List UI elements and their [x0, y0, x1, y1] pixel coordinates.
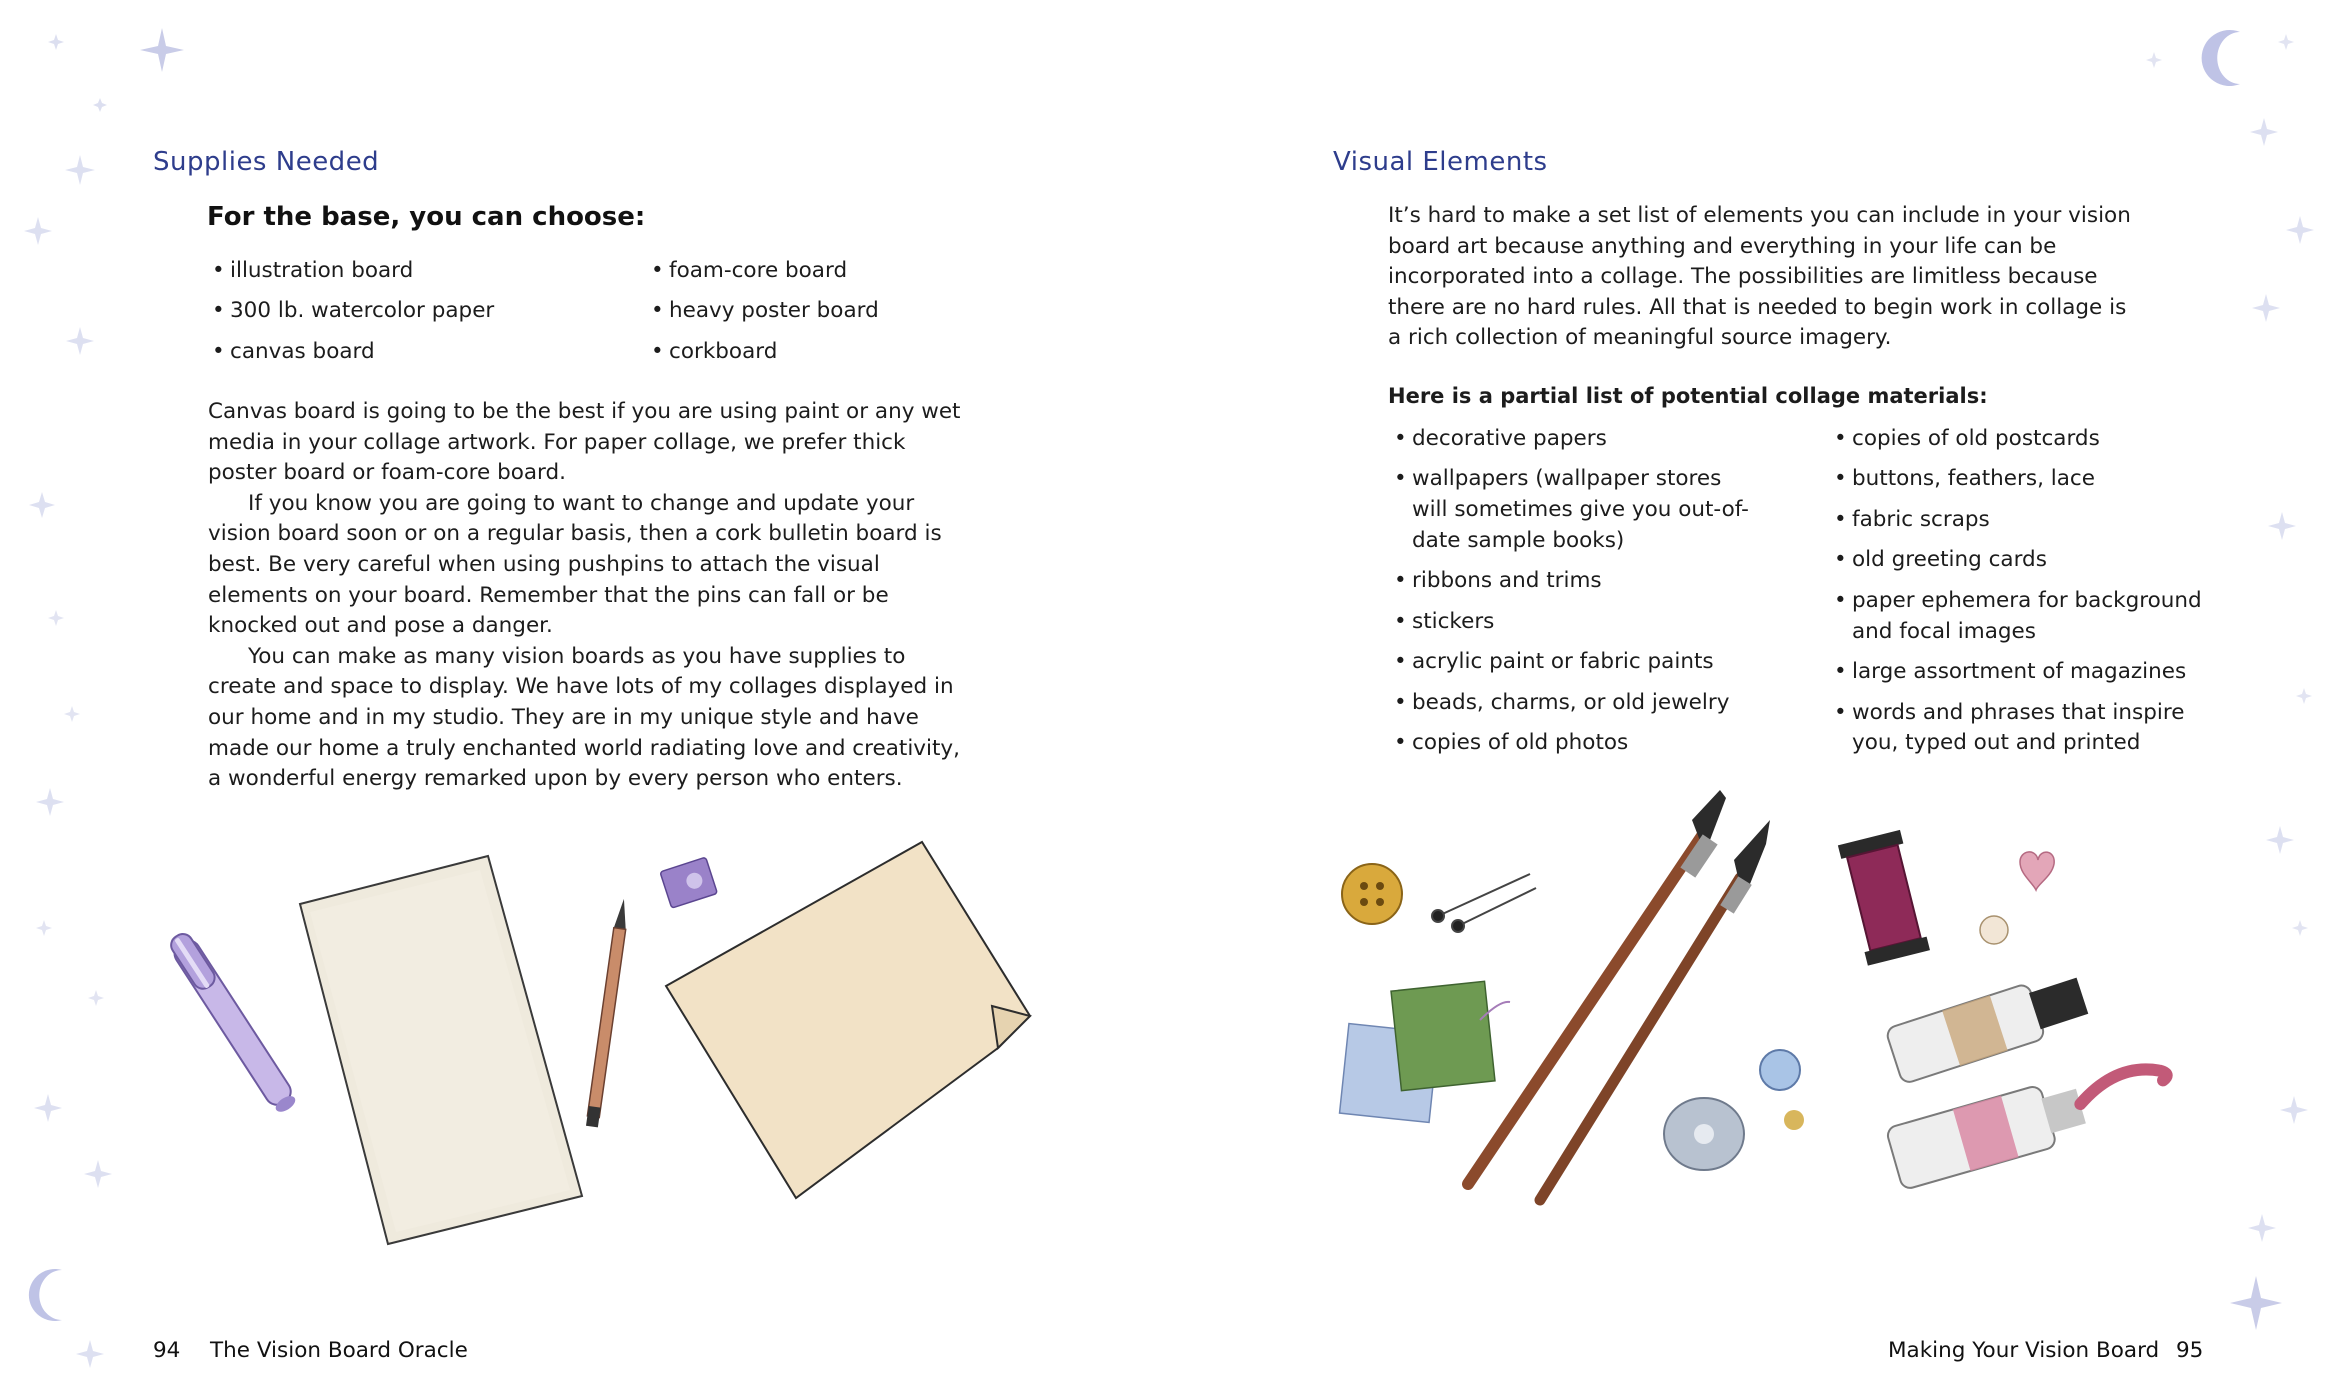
list-item: • beads, charms, or old jewelry	[1390, 688, 1790, 719]
list-item: • copies of old photos	[1390, 728, 1790, 759]
star-icon	[34, 1094, 62, 1122]
list-item: • paper ephemera for background and focal images	[1830, 586, 2202, 647]
base-options-list-col1	[208, 256, 608, 368]
star-icon	[2266, 826, 2294, 854]
base-options-list-col2	[647, 256, 1047, 368]
star-icon	[24, 217, 52, 245]
list-item: • acrylic paint or fabric paints	[1390, 647, 1790, 678]
list-item: • ribbons and trims	[1390, 566, 1790, 597]
star-icon	[2268, 512, 2296, 540]
star-icon	[2286, 216, 2314, 244]
collage-materials-illustration	[1330, 780, 2180, 1240]
star-icon	[2280, 1096, 2308, 1124]
star-icon	[88, 990, 104, 1006]
star-icon	[64, 706, 80, 722]
star-icon	[36, 788, 64, 816]
materials-list-col2	[1830, 424, 2210, 759]
star-icon	[2248, 1214, 2276, 1242]
poster-board-illustration	[666, 842, 1030, 1198]
base-options-subheading: For the base, you can choose:	[207, 202, 646, 232]
fabric-scraps-illustration	[1340, 981, 1510, 1122]
button-illustration	[1980, 916, 2008, 944]
star-icon	[76, 1340, 104, 1368]
left-running-title: The Vision Board Oracle	[210, 1338, 468, 1363]
list-item: • illustration board	[208, 256, 608, 287]
paint-tube-illustration	[1885, 968, 2091, 1084]
left-body-text	[208, 397, 968, 795]
materials-list-col1	[1390, 424, 1790, 759]
star-icon	[65, 155, 95, 185]
star-icon	[2278, 34, 2294, 50]
list-item: • large assortment of magazines	[1830, 657, 2210, 688]
star-icon	[48, 34, 64, 50]
list-item: • buttons, feathers, lace	[1830, 464, 2210, 495]
pins-illustration	[1432, 874, 1536, 932]
ribbon-spool-illustration	[1838, 830, 1930, 966]
paragraph: You can make as many vision boards as you have supplies to create and space to display. We have lots of my collages displayed in our home and in my studio. They are in my unique style and have made our home a truly enchanted world radiating love and creativity, a wonderful energy remarked upon by every person who enters.	[208, 643, 960, 792]
list-item: • corkboard	[647, 337, 1047, 368]
list-item: • stickers	[1390, 607, 1790, 638]
thread-spool-illustration	[1664, 1050, 1804, 1170]
sharpener-illustration	[660, 857, 717, 908]
star-icon	[2146, 52, 2162, 68]
star-icon	[2292, 920, 2308, 936]
right-page-number: 95	[2176, 1338, 2204, 1363]
star-icon	[36, 920, 52, 936]
pen-illustration	[166, 929, 300, 1116]
star-icon	[66, 327, 94, 355]
star-icon	[93, 98, 107, 112]
list-item: • heavy poster board	[647, 296, 1047, 327]
watercolor-paper-illustration	[300, 856, 582, 1244]
list-item: • copies of old postcards	[1830, 424, 2210, 455]
list-item: • foam-core board	[647, 256, 1047, 287]
list-item: • 300 lb. watercolor paper	[208, 296, 608, 327]
star-icon	[2230, 1276, 2282, 1330]
heart-icon	[2020, 852, 2054, 890]
left-section-heading: Supplies Needed	[153, 147, 380, 177]
right-running-title: Making Your Vision Board	[1888, 1338, 2160, 1363]
star-icon	[2250, 118, 2278, 146]
right-intro-text	[1388, 201, 2143, 354]
star-icon	[2296, 688, 2312, 704]
left-page-number: 94	[153, 1338, 181, 1363]
star-icon	[84, 1160, 112, 1188]
list-item: • fabric scraps	[1830, 505, 2210, 536]
list-item: • canvas board	[208, 337, 608, 368]
paragraph: Canvas board is going to be the best if you are using paint or any wet media in your collage artwork. For paper collage, we prefer thick poster board or foam-core board.	[208, 399, 961, 486]
star-icon	[2252, 294, 2280, 322]
list-item: • words and phrases that inspire you, typed out and printed	[1830, 698, 2202, 759]
right-section-heading: Visual Elements	[1333, 147, 1548, 177]
star-icon	[140, 28, 184, 72]
button-illustration	[1342, 864, 1402, 924]
star-icon	[29, 492, 55, 518]
list-item: • decorative papers	[1390, 424, 1790, 455]
moon-icon	[29, 1269, 62, 1321]
supplies-illustration	[140, 830, 1050, 1260]
star-icon	[48, 610, 64, 626]
list-item: • wallpapers (wallpaper stores will sometimes give you out-of-date sample books)	[1390, 464, 1757, 556]
paragraph: If you know you are going to want to change and update your vision board soon or on a regular basis, then a cork bulletin board is best. Be very careful when using pushpins to attach the visual elements on your board. Remember that the pins can fall or be knocked out and pose a danger.	[208, 490, 942, 639]
list-item: • old greeting cards	[1830, 545, 2210, 576]
moon-icon	[2202, 30, 2240, 86]
paragraph: It’s hard to make a set list of elements you can include in your vision board art because anything and everything in your life can be incorporated into a collage. The possibilities are limitless because there are no hard rules. All that is needed to begin work in collage is a rich collection of meaningful source imagery.	[1388, 203, 2131, 351]
materials-list-lead: Here is a partial list of potential collage materials:	[1388, 384, 1988, 408]
pencil-illustration	[586, 898, 630, 1127]
